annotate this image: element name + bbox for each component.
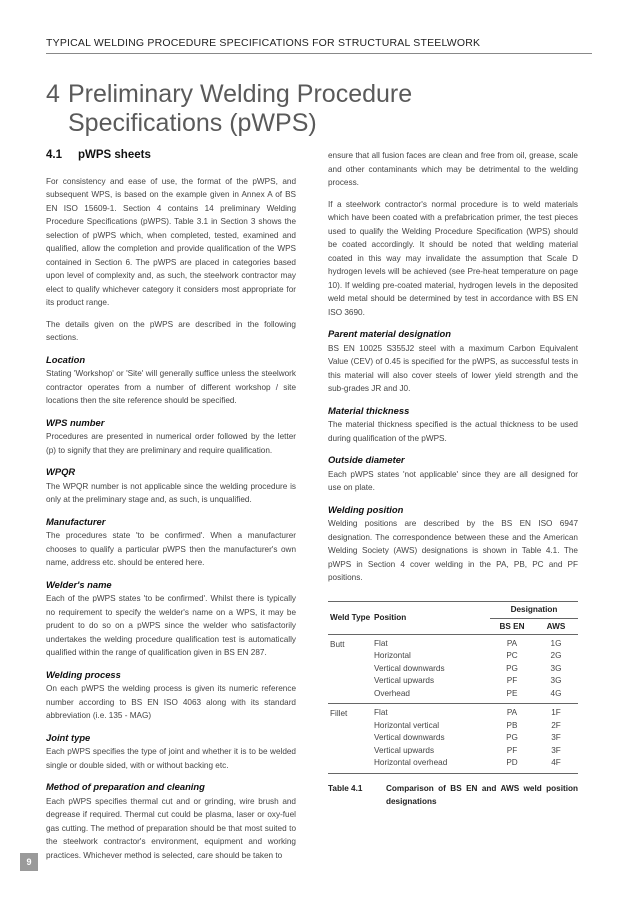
location-paragraph: Stating 'Workshop' or 'Site' will generally suffice unless the steelwork contractor operates from a number of different workshop / site locations then the site reference should be specified.	[46, 369, 296, 405]
parent-material-paragraph: BS EN 10025 S355J2 steel with a maximum Carbon Equivalent Value (CEV) of 0.45 is specified for the pWPS, as successful tests in this material will also cover steels of lower yield strength and the sub-grades JR and J0.	[328, 343, 578, 393]
bsen-cell: PF	[506, 745, 518, 755]
weld-position-table	[328, 601, 578, 774]
page-number: 9	[20, 853, 38, 871]
chapter-title	[46, 80, 466, 138]
table-row	[374, 745, 578, 758]
position-cell: Vertical downwards	[374, 733, 445, 742]
table-row	[374, 707, 578, 720]
position-cell: Vertical upwards	[374, 676, 435, 685]
bsen-cell: PG	[506, 663, 518, 673]
joint-type-heading: Joint type	[46, 731, 91, 743]
wps-number-paragraph: Procedures are presented in numerical order followed by the letter (p) to signify that they are preliminary and require qualification.	[46, 432, 296, 455]
details-paragraph: The details given on the pWPS are described in the following sections.	[46, 319, 296, 342]
welder-name-paragraph: Each of the pWPS states 'to be confirmed'. Whilst there is typically no requirement to specify the welder's name on a WPS, it may be prudent to do so on a pWPS since the welder who satisfactorily undertakes the welding procedure qualification test is automatically qualified within the range of qualification given in BS EN 287.	[46, 594, 296, 657]
table-group-rows	[374, 638, 578, 701]
welding-process-paragraph: On each pWPS the welding process is given its numeric reference number according to BS EN ISO 4063 along with its standard abbreviation (i.e. 135 - MAG)	[46, 684, 296, 720]
position-cell: Overhead	[374, 688, 410, 698]
welding-process-heading: Welding process	[46, 668, 121, 680]
welding-position-paragraph: Welding positions are described by the BS EN ISO 6947 designation. The correspondence between these and the American Welding Society (AWS) designations is shown in Table 4.1. The pWPS in Section 4 cover welding in the PA, PB, PC and PF positions.	[328, 519, 578, 582]
aws-cell: 1F	[551, 708, 561, 717]
running-header: TYPICAL WELDING PROCEDURE SPECIFICATIONS FOR STRUCTURAL STEELWORK	[46, 37, 481, 49]
position-cell: Horizontal	[374, 651, 411, 660]
table-row	[374, 675, 578, 688]
welding-position-heading: Welding position	[328, 503, 404, 515]
aws-cell: 3G	[550, 663, 562, 673]
table-group	[328, 704, 578, 774]
aws-cell: 3G	[550, 676, 562, 685]
bsen-cell: PA	[506, 638, 518, 648]
right-column	[328, 149, 578, 808]
aws-cell: 4F	[551, 758, 561, 767]
table-row	[374, 663, 578, 676]
header-position: Position	[374, 612, 407, 622]
table-row	[374, 688, 578, 701]
weld-type-cell: Fillet	[330, 709, 348, 718]
aws-cell: 1G	[550, 638, 562, 648]
welder-name-heading: Welder's name	[46, 578, 112, 590]
coated-paragraph: If a steelwork contractor's normal procedure is to weld materials which have been coated with a prefabrication primer, the test pieces used to qualify the Welding Procedure Specification (WPS) should be coated accordingly. It should be noted that welding material coated in this way may invalidate the assumption that Scale D hydrogen levels will be achieved (see Pre-heat temperature on page 10). If welding pre-coated material, hydrogen levels in the deposited weld metal should be determined by test in accordance with BS EN ISO 3690.	[328, 199, 578, 317]
wpqr-paragraph: The WPQR number is not applicable since the welding procedure is only at the preliminary stage and, as such, is unqualified.	[46, 481, 296, 504]
left-column	[46, 149, 296, 870]
table-group	[328, 635, 578, 705]
position-cell: Flat	[374, 708, 388, 717]
table-row	[374, 757, 578, 770]
header-aws: AWS	[546, 621, 566, 631]
section-title: pWPS sheets	[78, 149, 151, 161]
bsen-cell: PF	[506, 676, 518, 685]
wpqr-heading: WPQR	[46, 466, 76, 477]
table-header	[328, 602, 578, 635]
chapter-title-text: Preliminary Welding Procedure Specifications (pWPS)	[68, 80, 413, 137]
table-group-rows	[374, 707, 578, 770]
position-cell: Horizontal overhead	[374, 758, 448, 767]
material-thickness-heading: Material thickness	[328, 404, 410, 416]
continued-paragraph: ensure that all fusion faces are clean and free from oil, grease, scale and other contaminants which may be detrimental to the welding process.	[328, 151, 578, 187]
bsen-cell: PA	[506, 708, 518, 717]
table-body	[328, 635, 578, 774]
manufacturer-paragraph: The procedures state 'to be confirmed'. When a manufacturer chooses to qualify a particular pWPS then the manufacturer's own name, address etc. should be entered here.	[46, 531, 296, 567]
table-row	[374, 732, 578, 745]
table-row	[374, 638, 578, 651]
header-designation-group	[490, 602, 578, 634]
aws-cell: 4G	[550, 688, 562, 698]
bsen-cell: PG	[506, 733, 518, 742]
joint-type-paragraph: Each pWPS specifies the type of joint and whether it is to be welded single or double sided, with or without backing etc.	[46, 747, 296, 770]
position-cell: Vertical downwards	[374, 663, 445, 673]
section-heading	[46, 149, 296, 163]
header-designation: Designation	[490, 602, 578, 619]
aws-cell: 2F	[551, 720, 561, 730]
manufacturer-heading: Manufacturer	[46, 515, 106, 527]
preparation-paragraph: Each pWPS specifies thermal cut and or grinding, wire brush and degrease if required. Thermal cut could be plasma, laser or oxy-fuel gas cutting. The method of preparation should be that most suited to the steelwork contractor's environment, equipment and working practices. Whichever method is selected, care should be taken to	[46, 796, 296, 860]
bsen-cell: PC	[506, 651, 518, 660]
aws-cell: 3F	[551, 733, 561, 742]
aws-cell: 2G	[550, 651, 562, 660]
parent-material-heading: Parent material designation	[328, 328, 451, 339]
intro-paragraph: For consistency and ease of use, the format of the pWPS, and subsequent WPS, is based on the example given in Annex A of BS EN ISO 15609-1. Section 4 contains 14 preliminary Welding Procedure Specifications (pWPS). Table 3.1 in Section 3 shows the selection of pWPS which, when completed, tested, examined and qualified, allow the completion and provide qualification of the WPS contained in Section 6. The pWPS are placed in categories based upon level of complexity and, as such, the steelwork contractor may elect to qualify whichever category it considers most appropriate for its product range.	[46, 176, 296, 307]
header-subcolumns	[490, 619, 578, 635]
position-cell: Horizontal vertical	[374, 720, 440, 730]
aws-cell: 3F	[551, 745, 561, 755]
chapter-number: 4	[46, 80, 60, 108]
position-cell: Vertical upwards	[374, 745, 435, 755]
table-caption	[328, 782, 578, 808]
table-caption-label: Table 4.1	[328, 783, 363, 793]
bsen-cell: PE	[506, 688, 518, 698]
table-row	[374, 720, 578, 733]
weld-type-cell: Butt	[330, 639, 345, 649]
material-thickness-paragraph: The material thickness specified is the actual thickness to be used during qualification of the pWPS.	[328, 420, 578, 443]
table-row	[374, 650, 578, 663]
preparation-heading: Method of preparation and cleaning	[46, 781, 205, 792]
outside-diameter-heading: Outside diameter	[328, 454, 405, 465]
table-caption-text: Comparison of BS EN and AWS weld position designations	[386, 783, 578, 806]
bsen-cell: PD	[506, 758, 518, 767]
position-cell: Flat	[374, 638, 388, 648]
wps-number-heading: WPS number	[46, 416, 105, 428]
section-number: 4.1	[46, 149, 62, 161]
header-bsen: BS EN	[499, 621, 525, 631]
header-rule	[46, 53, 592, 54]
outside-diameter-paragraph: Each pWPS states 'not applicable' since they are all designed for use on plate.	[328, 469, 578, 492]
bsen-cell: PB	[506, 720, 518, 730]
header-weld-type: Weld Type	[330, 612, 371, 622]
location-heading: Location	[46, 353, 86, 365]
